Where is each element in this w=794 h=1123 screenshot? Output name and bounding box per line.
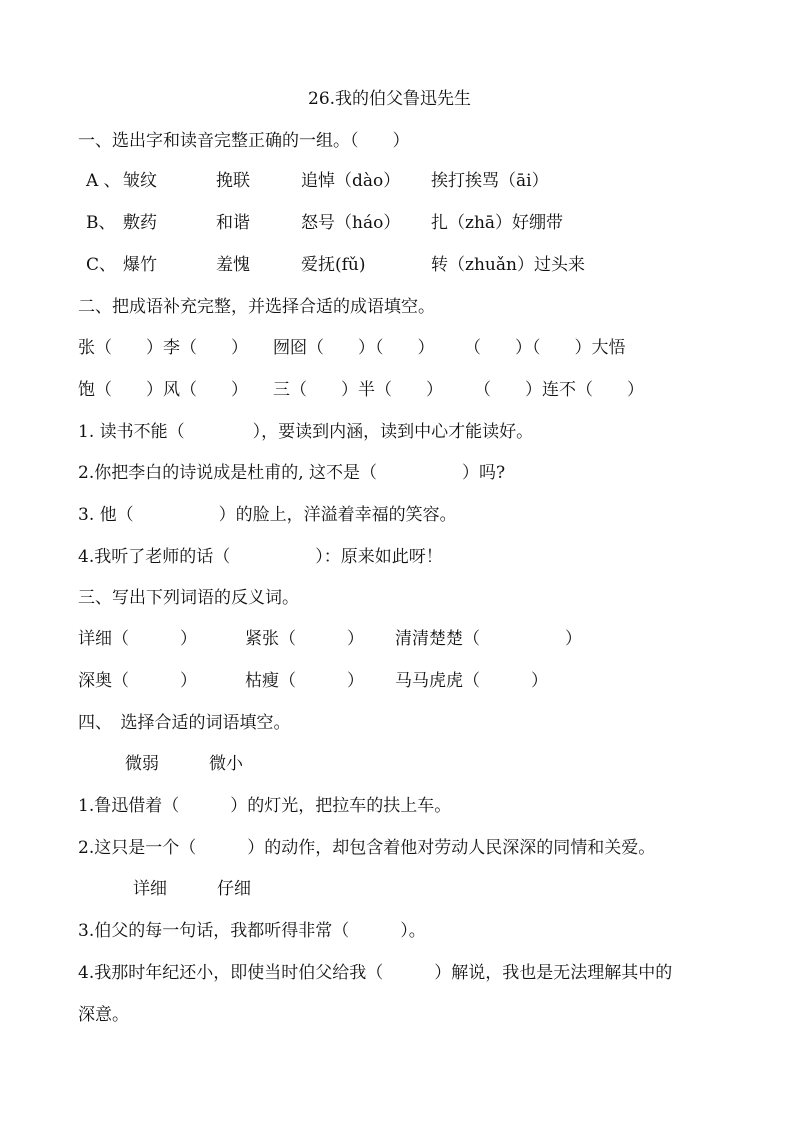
antonym-blank: 详细（ ） xyxy=(78,629,197,649)
option-label: B、 xyxy=(86,213,116,233)
fill-sentence: 2.这只是一个（ ）的动作，却包含着他对劳动人民深深的同情和关爱。 xyxy=(78,838,656,858)
word-choice: 详细 xyxy=(133,879,167,899)
option-word: 皱纹 xyxy=(123,171,157,191)
word-choice: 仔细 xyxy=(217,879,251,899)
word-choice: 微弱 xyxy=(125,754,159,774)
option-word: 挨打挨骂（āi） xyxy=(431,171,549,191)
question-4-heading: 四、 选择合适的词语填空。 xyxy=(78,713,291,733)
fill-sentence: 3. 他（ ）的脸上，洋溢着幸福的笑容。 xyxy=(78,505,457,525)
word-choice: 微小 xyxy=(209,754,243,774)
option-word: 挽联 xyxy=(216,171,250,191)
option-word: 敷药 xyxy=(123,213,157,233)
option-word: 爆竹 xyxy=(123,255,157,275)
fill-sentence: 4.我那时年纪还小，即使当时伯父给我（ ）解说，我也是无法理解其中的 xyxy=(78,963,673,983)
antonym-blank: 紧张（ ） xyxy=(245,629,364,649)
idiom-blank: 囫囵（ ）（ ） xyxy=(273,338,435,358)
page-title: 26.我的伯父鲁迅先生 xyxy=(308,89,472,109)
question-1-heading: 一、选出字和读音完整正确的一组。（ ） xyxy=(78,131,410,151)
option-word: 羞愧 xyxy=(216,255,250,275)
option-word: 怒号（háo） xyxy=(301,213,401,233)
option-label: C、 xyxy=(86,255,117,275)
idiom-blank: 张（ ）李（ ） xyxy=(78,338,248,358)
fill-sentence-continued: 深意。 xyxy=(78,1005,129,1025)
fill-sentence: 1.鲁迅借着（ ）的灯光，把拉车的扶上车。 xyxy=(78,796,452,816)
idiom-blank: （ ）连不（ ） xyxy=(474,380,644,400)
fill-sentence: 2.你把李白的诗说成是杜甫的, 这不是（ ）吗? xyxy=(78,463,506,483)
idiom-blank: 饱（ ）风（ ） xyxy=(78,380,248,400)
fill-sentence: 1. 读书不能（ ），要读到内涵，读到中心才能读好。 xyxy=(78,422,534,442)
option-word: 扎（zhā）好绷带 xyxy=(431,213,564,233)
idiom-blank: （ ）（ ）大悟 xyxy=(464,338,626,358)
antonym-blank: 枯瘦（ ） xyxy=(245,671,364,691)
option-word: 和谐 xyxy=(216,213,250,233)
option-word: 爱抚(fǔ) xyxy=(301,255,366,275)
fill-sentence: 4.我听了老师的话（ ）：原来如此呀！ xyxy=(78,547,443,567)
antonym-blank: 深奥（ ） xyxy=(78,671,197,691)
antonym-blank: 马马虎虎（ ） xyxy=(395,671,548,691)
antonym-blank: 清清楚楚（ ） xyxy=(395,629,582,649)
option-label: A 、 xyxy=(86,171,121,191)
fill-sentence: 3.伯父的每一句话，我都听得非常（ ）。 xyxy=(78,921,426,941)
question-3-heading: 三、写出下列词语的反义词。 xyxy=(78,588,299,608)
option-word: 追悼（dào） xyxy=(301,171,401,191)
question-2-heading: 二、把成语补充完整，并选择合适的成语填空。 xyxy=(78,297,435,317)
idiom-blank: 三（ ）半（ ） xyxy=(273,380,443,400)
option-word: 转（zhuǎn）过头来 xyxy=(431,255,585,275)
